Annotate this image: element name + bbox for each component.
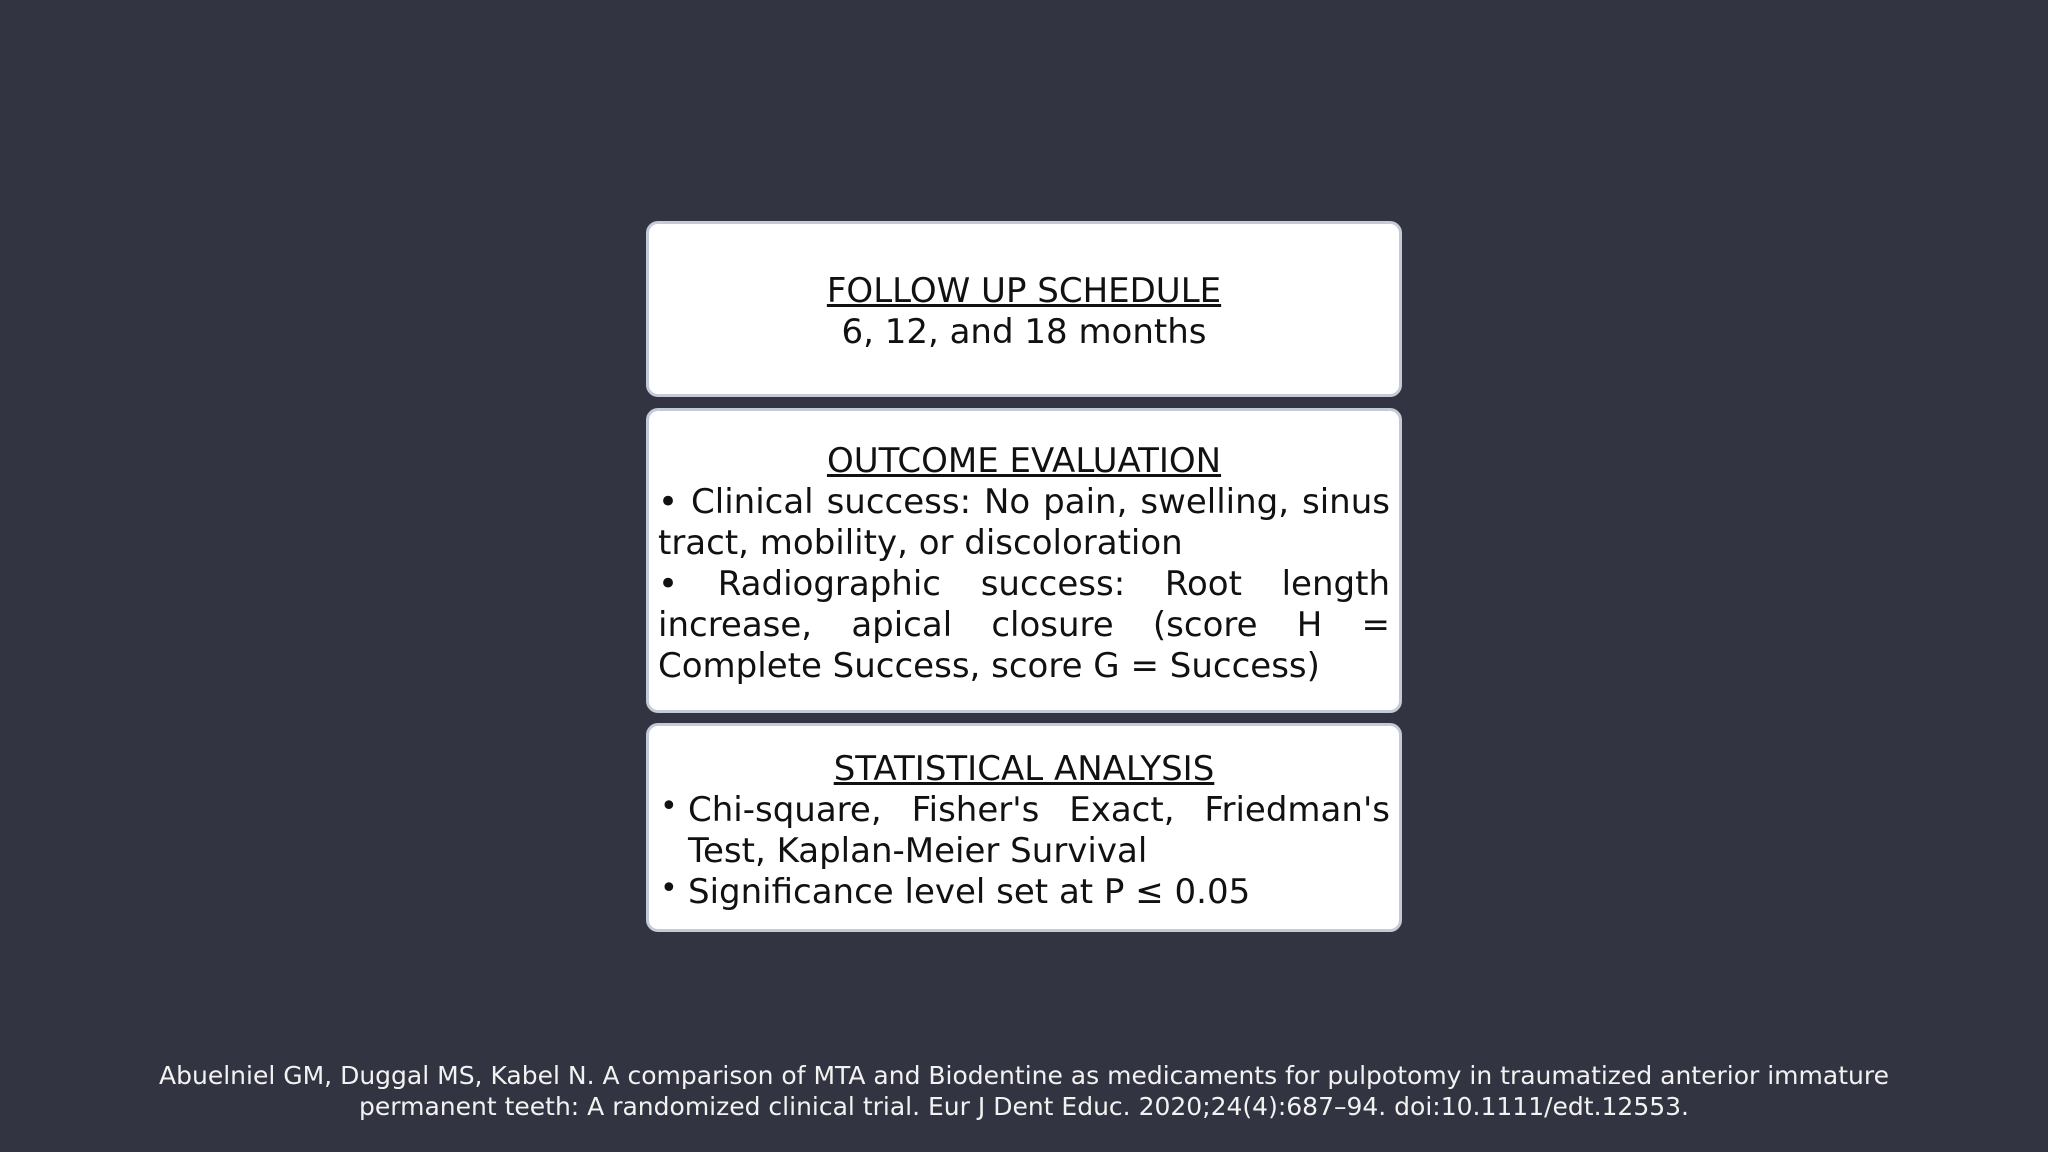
statistical-tests-text: Chi-square, Fisher's Exact, Friedman's Test, Kaplan-Meier Survival [688,790,1390,871]
reference-citation [120,1060,1928,1122]
bullet-icon: • [660,871,678,906]
list-item [658,872,1390,913]
follow-up-schedule-detail: 6, 12, and 18 months [841,312,1207,352]
citation-line-2: permanent teeth: A randomized clinical trial. Eur J Dent Educ. 2020;24(4):687–94. doi:10.1111/edt.12553. [359,1092,1689,1121]
statistical-analysis-title: STATISTICAL ANALYSIS [833,749,1215,789]
outcome-evaluation-box [646,408,1402,713]
follow-up-schedule-box [646,221,1402,397]
list-item [658,790,1390,872]
citation-line-1: Abuelniel GM, Duggal MS, Kabel N. A comparison of MTA and Biodentine as medicaments for pulpotomy in traumatized anterior immature [159,1061,1889,1090]
outcome-clinical-success: • Clinical success: No pain, swelling, sinus tract, mobility, or discoloration [658,482,1390,563]
significance-level-text: Significance level set at P ≤ 0.05 [688,872,1251,912]
outcome-radiographic-success: • Radiographic success: Root length increase, apical closure (score H = Complete Success, score G = Success) [658,564,1390,686]
statistical-analysis-list [658,790,1390,913]
statistical-analysis-box [646,723,1402,932]
bullet-icon: • [660,789,678,824]
follow-up-schedule-title: FOLLOW UP SCHEDULE [826,271,1222,311]
outcome-evaluation-title: OUTCOME EVALUATION [826,441,1222,481]
